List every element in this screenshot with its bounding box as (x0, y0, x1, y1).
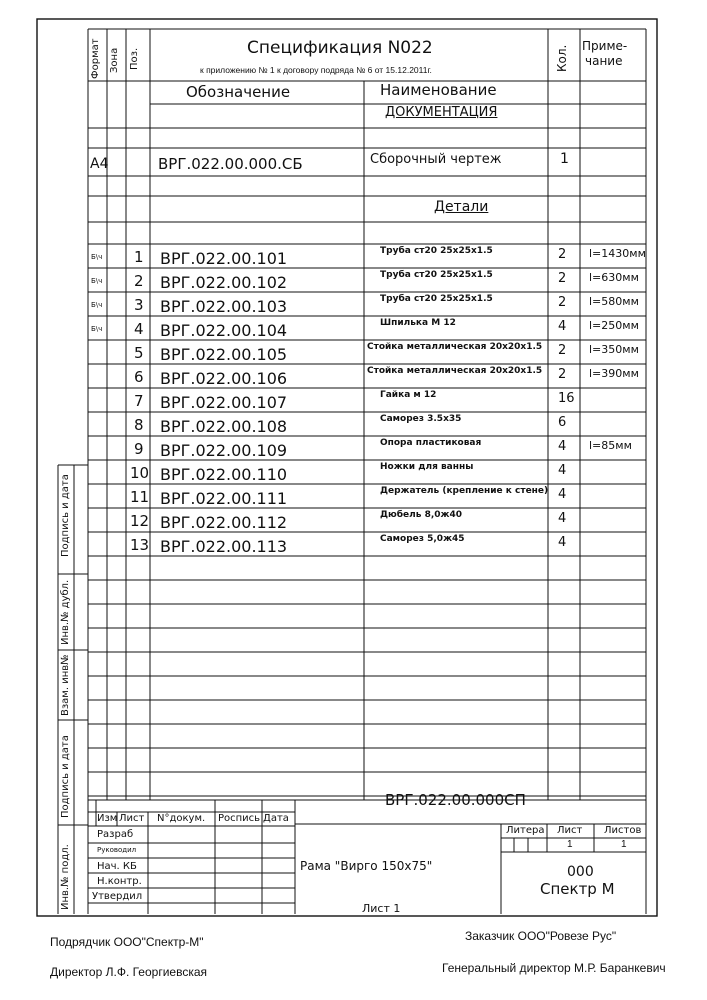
col-qty-header: Кол. (555, 44, 569, 72)
row-pos: 7 (134, 392, 144, 410)
tb-razrab: Разраб (97, 829, 134, 840)
row-name: Саморез 5,0ж45 (380, 534, 465, 544)
row-name: Труба ст20 25х25х1.5 (380, 246, 493, 256)
row-pos: 9 (134, 440, 144, 458)
row-designation: ВРГ.022.00.111 (160, 489, 288, 508)
row-designation: ВРГ.022.00.101 (160, 249, 288, 268)
tb-nach: Нач. КБ (97, 861, 137, 872)
row-qty: 2 (558, 367, 567, 382)
row-pos: 4 (134, 320, 144, 338)
row-name: Стойка металлическая 20х20х1.5 (367, 366, 543, 376)
tb-utverdil: Утвердил (92, 891, 143, 902)
row-designation: ВРГ.022.00.104 (160, 321, 288, 340)
footer-director: Директор Л.Ф. Георгиевская (50, 965, 208, 979)
row-name: Ножки для ванны (380, 462, 474, 472)
tb-izm: Изм (97, 813, 118, 824)
row-qty: 4 (558, 487, 567, 502)
row-pos: 13 (130, 536, 150, 554)
col-name-header: Наименование (380, 81, 497, 99)
row-qty: 4 (558, 535, 567, 550)
assembly-designation: ВРГ.022.00.000.СБ (158, 155, 303, 173)
row-name: Держатель (крепление к стене) (380, 486, 549, 496)
tb-list-header: Лист (557, 825, 583, 836)
row-name: Саморез 3.5х35 (380, 414, 462, 424)
row-designation: ВРГ.022.00.112 (160, 513, 288, 532)
row-note: l=630мм (589, 271, 639, 284)
row-pos: 10 (130, 464, 150, 482)
row-qty: 6 (558, 415, 567, 430)
side-vzam-inv: Взам. инв№ (60, 654, 71, 716)
row-pos: 2 (134, 272, 144, 290)
row-qty: 4 (558, 511, 567, 526)
row-designation: ВРГ.022.00.109 (160, 441, 288, 460)
tb-podpis: Роспись (218, 813, 261, 824)
row-qty: 4 (558, 319, 567, 334)
tb-list: Лист (119, 813, 145, 824)
side-inv-podl: Инв.№ подл. (60, 844, 71, 910)
row-note: l=390мм (589, 367, 639, 380)
row-note: l=580мм (589, 295, 639, 308)
row-zone: Б\ч (91, 277, 103, 285)
row-note: l=250мм (589, 319, 639, 332)
row-zone: Б\ч (91, 325, 103, 333)
tb-rukovodil: Руководил (97, 846, 137, 854)
row-note: l=350мм (589, 343, 639, 356)
row-qty: 2 (558, 343, 567, 358)
row-pos: 3 (134, 296, 144, 314)
tb-org-line1: 000 (567, 864, 594, 880)
row-pos: 6 (134, 368, 144, 386)
spec-subtitle: к приложению № 1 к договору подряда № 6 от 15.12.2011г. (200, 65, 432, 75)
sheet-number: Лист 1 (362, 902, 401, 915)
col-zone-header: Зона (109, 47, 120, 73)
row-name: Труба ст20 25х25х1.5 (380, 294, 493, 304)
row-designation: ВРГ.022.00.108 (160, 417, 288, 436)
row-name: Дюбель 8,0ж40 (380, 510, 462, 520)
col-note-header-line2: чание (585, 54, 623, 68)
footer-gen-director: Генеральный директор М.Р. Баранкевич (442, 961, 666, 975)
row-qty: 16 (558, 391, 575, 406)
row-pos: 11 (130, 488, 150, 506)
row-designation: ВРГ.022.00.106 (160, 369, 288, 388)
section-documentation: ДОКУМЕНТАЦИЯ (385, 105, 498, 120)
row-zone: Б\ч (91, 301, 103, 309)
row-pos: 12 (130, 512, 150, 530)
tb-listov-value: 1 (621, 839, 627, 850)
col-designation-header: Обозначение (186, 83, 291, 101)
row-name: Стойка металлическая 20х20х1.5 (367, 342, 543, 352)
row-pos: 8 (134, 416, 144, 434)
tb-list-value: 1 (567, 839, 573, 850)
assembly-format: А4 (90, 156, 109, 172)
tb-product-name: Рама "Вирго 150х75" (300, 859, 433, 873)
row-designation: ВРГ.022.00.110 (160, 465, 288, 484)
row-name: Гайка м 12 (380, 390, 437, 400)
assembly-name: Сборочный чертеж (370, 152, 502, 167)
tb-listov-header: Листов (604, 825, 642, 836)
row-designation: ВРГ.022.00.105 (160, 345, 288, 364)
side-sign-date-1: Подпись и дата (60, 474, 71, 557)
row-note: l=85мм (589, 439, 632, 452)
col-note-header-line1: Приме- (582, 39, 628, 53)
row-name: Шпилька М 12 (380, 318, 456, 328)
row-zone: Б\ч (91, 253, 103, 261)
row-qty: 4 (558, 463, 567, 478)
spec-title: Спецификация N022 (247, 38, 433, 58)
assembly-qty: 1 (560, 151, 569, 167)
side-sign-date-2: Подпись и дата (60, 735, 71, 818)
row-note: l=1430мм (589, 247, 646, 260)
row-pos: 5 (134, 344, 144, 362)
row-qty: 2 (558, 247, 567, 262)
row-qty: 4 (558, 439, 567, 454)
document-code: ВРГ.022.00.000СП (385, 791, 526, 809)
col-pos-header: Поз. (129, 47, 140, 70)
footer-contractor: Подрядчик ООО"Спектр-М" (50, 935, 204, 949)
tb-litera: Литера (506, 825, 545, 836)
section-details: Детали (434, 199, 489, 215)
row-designation: ВРГ.022.00.113 (160, 537, 288, 556)
tb-data: Дата (263, 813, 289, 824)
row-designation: ВРГ.022.00.107 (160, 393, 288, 412)
row-designation: ВРГ.022.00.102 (160, 273, 288, 292)
tb-org-line2: Спектр М (540, 880, 615, 898)
row-pos: 1 (134, 248, 144, 266)
row-qty: 2 (558, 271, 567, 286)
col-format-header: Формат (90, 38, 101, 79)
row-designation: ВРГ.022.00.103 (160, 297, 288, 316)
row-name: Опора пластиковая (380, 438, 482, 448)
tb-nkontr: Н.контр. (97, 876, 142, 887)
side-inv-dubl: Инв.№ дубл. (60, 579, 71, 645)
footer-customer: Заказчик ООО"Ровезе Рус" (465, 929, 617, 943)
row-qty: 2 (558, 295, 567, 310)
row-name: Труба ст20 25х25х1.5 (380, 270, 493, 280)
tb-ndokum: N°докум. (157, 813, 206, 824)
